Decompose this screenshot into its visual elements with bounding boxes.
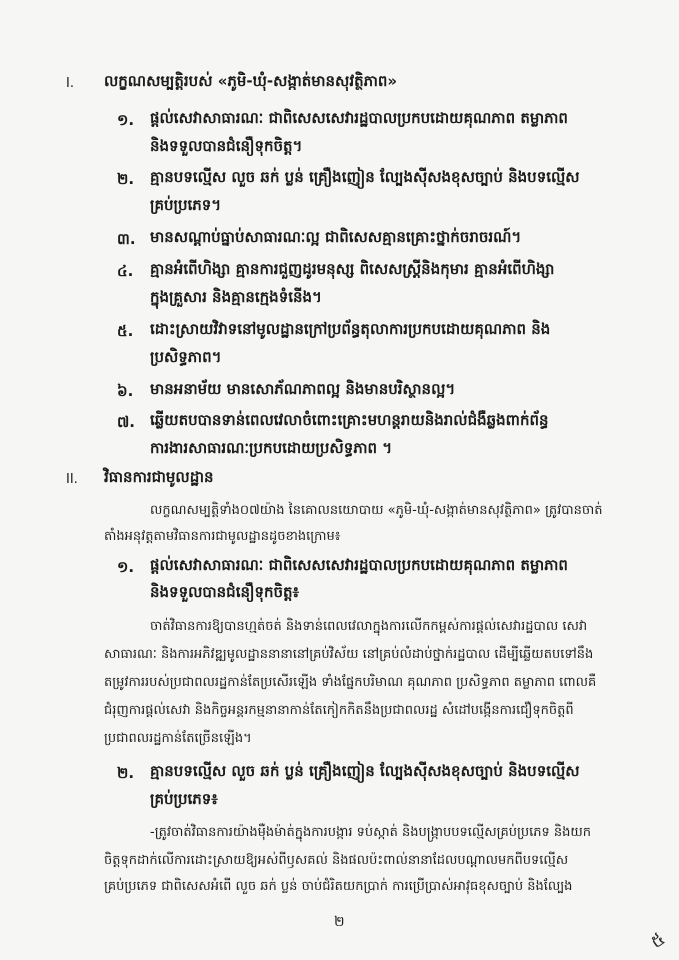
item-5-line-2: ប្រសិទ្ធភាព។ bbox=[150, 348, 222, 366]
item-4-number: ៤. bbox=[117, 262, 134, 280]
subsection-1-body-line-5: ប្រជាពលរដ្ឋកាន់តែច្រើនឡើង។ bbox=[104, 731, 252, 746]
corner-handwritten-mark: ៥ bbox=[646, 928, 670, 953]
subsection-1-heading-line-1: ផ្តល់សេវាសាធារណៈ ជាពិសេសសេវារដ្ឋបាលប្រកបដោយគុណភាព តម្លាភាព bbox=[150, 556, 568, 574]
subsection-1-body-line-1: ចាត់វិធានការឱ្យបានហ្មត់ចត់ និងទាន់ពេលវេលាក្នុងការលើកកម្ពស់ការផ្តល់សេវារដ្ឋបាល សេវា bbox=[150, 619, 588, 634]
section-1-heading: លក្ខណសម្បត្តិរបស់ «ភូមិ-ឃុំ-សង្កាត់មានសុវត្ថិភាព» bbox=[104, 72, 398, 90]
subsection-2-body-line-3: គ្រប់ប្រភេទ ជាពិសេសអំពើ លួច ឆក់ ប្លន់ ចាប់ជំរិតយកប្រាក់ ការប្រើប្រាស់អាវុធខុសច្បាប់ និងល្បែង bbox=[104, 879, 573, 894]
subsection-2-body-line-1: -ត្រូវចាត់វិធានការយ៉ាងម៉ឺងម៉ាត់ក្នុងការបង្ការ ទប់ស្កាត់ និងបង្ក្រាបបទល្មើសគ្រប់ប្រភេទ និងយក bbox=[150, 825, 592, 840]
item-7-number: ៧. bbox=[117, 413, 136, 431]
section-1-marker: I. bbox=[66, 76, 74, 91]
item-2-number: ២. bbox=[117, 170, 135, 188]
item-5-number: ៥. bbox=[117, 322, 134, 340]
subsection-1-heading-line-2: និងទទួលបានជំនឿទុកចិត្ត៖ bbox=[150, 583, 300, 601]
subsection-2-heading-line-2: គ្រប់ប្រភេទ៖ bbox=[150, 790, 218, 808]
subsection-1-body-line-3: តម្រូវការរបស់ប្រជាពលរដ្ឋកាន់តែប្រសើរឡើង ទាំងផ្នែកបរិមាណ គុណភាព ប្រសិទ្ធភាព តម្លាភាព ពោលគឺ bbox=[104, 675, 597, 690]
item-6-number: ៦. bbox=[117, 382, 134, 400]
item-7-line-2: ការងារសាធារណៈប្រកបដោយប្រសិទ្ធភាព ។ bbox=[150, 439, 393, 457]
item-2-line-2: គ្រប់ប្រភេទ។ bbox=[150, 196, 222, 214]
section-2-heading: វិធានការជាមូលដ្ឋាន bbox=[104, 468, 214, 486]
item-3-number: ៣. bbox=[117, 230, 136, 248]
section-2-intro-line-2: តាំងអនុវត្តតាមវិធានការជាមូលដ្ឋានដូចខាងក្រោម៖ bbox=[104, 529, 341, 544]
item-6-line-1: មានអនាម័យ មានសោភ័ណភាពល្អ និងមានបរិស្ថានល្អ។ bbox=[150, 380, 456, 398]
section-2-marker: II. bbox=[66, 472, 78, 487]
subsection-2-heading-line-1: គ្មានបទល្មើស លួច ឆក់ ប្លន់ គ្រឿងញៀន ល្បែងស៊ីសងខុសច្បាប់ និងបទល្មើស bbox=[150, 762, 580, 780]
item-5-line-1: ដោះស្រាយវិវាទនៅមូលដ្ឋានក្រៅប្រព័ន្ធតុលាការប្រកបដោយគុណភាព និង bbox=[150, 320, 551, 338]
subsection-1-body-line-2: សាធារណៈ និងការអភិវឌ្ឍមូលដ្ឋាននានានៅគ្រប់វិស័យ នៅគ្រប់លំដាប់ថ្នាក់រដ្ឋបាល ដើម្បីឆ្លើយតបទៅនឹង bbox=[104, 647, 594, 662]
item-2-line-1: គ្មានបទល្មើស លួច ឆក់ ប្លន់ គ្រឿងញៀន ល្បែងស៊ីសងខុសច្បាប់ និងបទល្មើស bbox=[150, 168, 580, 186]
subsection-2-number: ២. bbox=[117, 764, 135, 782]
item-1-number: ១. bbox=[117, 111, 135, 129]
item-4-line-2: ក្នុងគ្រួសារ និងគ្មានក្មេងទំនើង។ bbox=[150, 288, 322, 306]
page-number: ២ bbox=[334, 914, 345, 930]
item-3-line-1: មានសណ្តាប់ធ្នាប់សាធារណៈល្អ ជាពិសេសគ្មានគ្រោះថ្នាក់ចរាចរណ៍។ bbox=[150, 228, 522, 246]
item-4-line-1: គ្មានអំពើហិង្សា គ្មានការជួញដូរមនុស្ស ពិសេសស្ត្រីនិងកុមារ គ្មានអំពើហិង្សា bbox=[150, 260, 555, 278]
section-2-intro-line-1: លក្ខណសម្បត្តិទាំង០៧យ៉ាង នៃគោលនយោបាយ «ភូមិ-ឃុំ-សង្កាត់មានសុវត្ថិភាព» ត្រូវបានចាត់ bbox=[150, 503, 603, 518]
subsection-1-body-line-4: ជំរុញការផ្តល់សេវា និងកិច្ចអន្តរកម្មនានាកាន់តែកៀកកិតនឹងប្រជាពលរដ្ឋ សំដៅបង្កើនការជឿទុកចិត្តពី bbox=[104, 703, 574, 718]
item-1-line-2: និងទទួលបានជំនឿទុកចិត្ត។ bbox=[150, 137, 303, 155]
item-1-line-1: ផ្តល់សេវាសាធារណៈ ជាពិសេសសេវារដ្ឋបាលប្រកបដោយគុណភាព តម្លាភាព bbox=[150, 109, 568, 127]
subsection-2-body-line-2: ចិត្តទុកដាក់លើការដោះស្រាយឱ្យអស់ពីឫសគល់ និងផលប៉ះពាល់នានាដែលបណ្តាលមកពីបទល្មើស bbox=[104, 853, 569, 868]
subsection-1-number: ១. bbox=[117, 558, 135, 576]
item-7-line-1: ឆ្លើយតបបានទាន់ពេលវេលាចំពោះគ្រោះមហន្តរាយនិងរាល់ជំងឺឆ្លងពាក់ព័ន្ធ bbox=[150, 411, 549, 429]
